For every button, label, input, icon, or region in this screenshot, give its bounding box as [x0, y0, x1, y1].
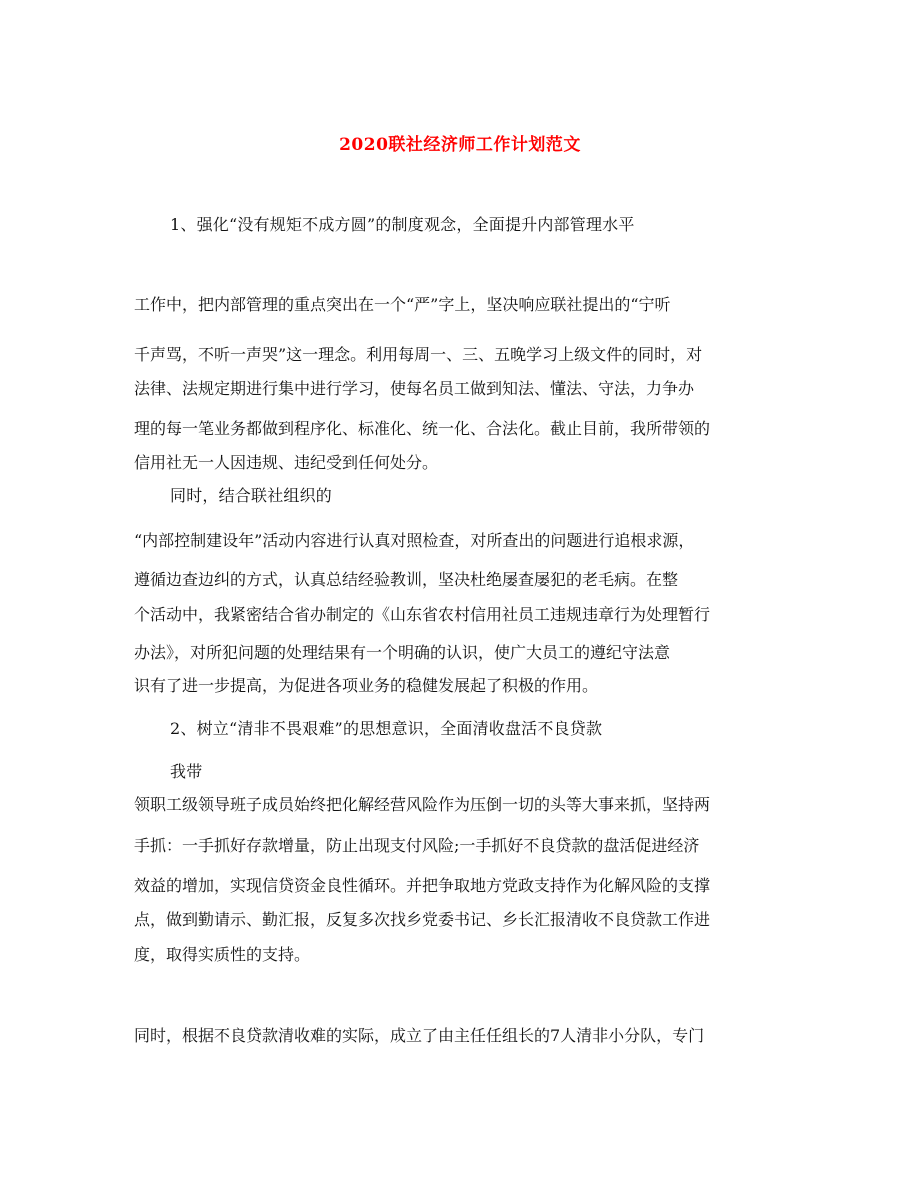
paragraph-line: 千声骂，不听一声哭”这一理念。利用每周一、三、五晚学习上级文件的同时，对 [134, 345, 703, 364]
paragraph-line: 点，做到勤请示、勤汇报，反复多次找乡党委书记、乡长汇报清收不良贷款工作进 [134, 910, 711, 929]
document-title: 2020联社经济师工作计划范文 [339, 135, 581, 155]
paragraph-line: 我带 [170, 762, 203, 781]
paragraph-line: 效益的增加，实现信贷资金良性循环。并把争取地方党政支持作为化解风险的支撑 [134, 876, 711, 895]
paragraph-line: 法律、法规定期进行集中进行学习，使每名员工做到知法、懂法、守法，力争办 [134, 379, 695, 398]
paragraph-line: 同时，根据不良贷款清收难的实际，成立了由主任任组长的7人清非小分队，专门 [134, 1026, 705, 1045]
paragraph-line: 信用社无一人因违规、违纪受到任何处分。 [134, 453, 439, 472]
paragraph-line: 理的每一笔业务都做到程序化、标准化、统一化、合法化。截止目前，我所带领的 [134, 419, 711, 438]
paragraph-line: “内部控制建设年”活动内容进行认真对照检查，对所查出的问题进行追根求源， [134, 531, 695, 550]
paragraph-line: 度，取得实质性的支持。 [134, 945, 311, 964]
paragraph-line: 工作中，把内部管理的重点突出在一个“严”字上，坚决响应联社提出的“宁听 [134, 295, 671, 314]
paragraph-line: 同时，结合联社组织的 [170, 486, 333, 505]
paragraph-line: 遵循边查边纠的方式，认真总结经验教训，坚决杜绝屡查屡犯的老毛病。在整 [134, 570, 679, 589]
section-heading-2: 2、树立“清非不畏艰难”的思想意识，全面清收盘活不良贷款 [170, 719, 603, 738]
paragraph-line: 识有了进一步提高，为促进各项业务的稳健发展起了积极的作用。 [134, 676, 599, 695]
section-heading-1: 1、强化“没有规矩不成方圆”的制度观念，全面提升内部管理水平 [170, 215, 635, 234]
paragraph-line: 个活动中，我紧密结合省办制定的《山东省农村信用社员工违规违章行为处理暂行 [134, 605, 711, 624]
paragraph-line: 办法》，对所犯问题的处理结果有一个明确的认识，使广大员工的遵纪守法意 [134, 643, 671, 662]
paragraph-line: 领职工级领导班子成员始终把化解经营风险作为压倒一切的头等大事来抓，坚持两 [134, 795, 711, 814]
paragraph-line: 手抓：一手抓好存款增量，防止出现支付风险;一手抓好不良贷款的盘活促进经济 [134, 836, 700, 855]
